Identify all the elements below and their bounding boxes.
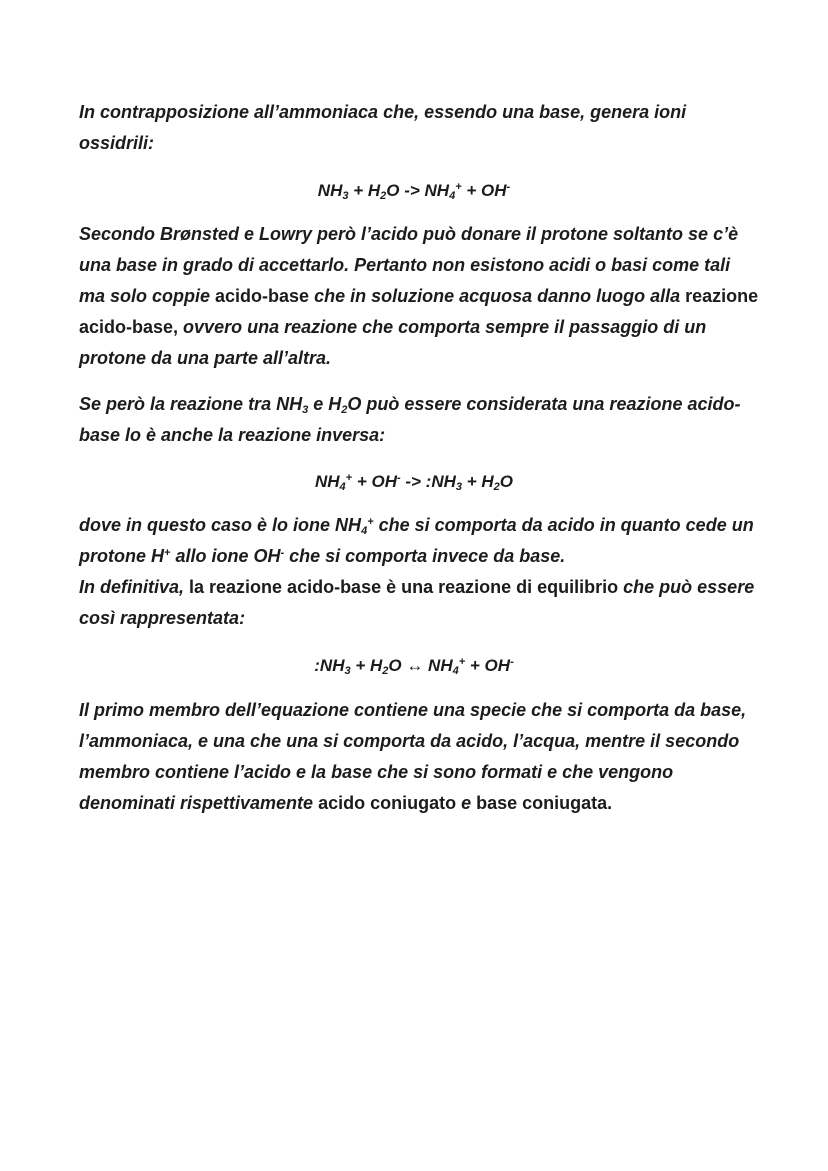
equation-equilibrium bbox=[79, 650, 749, 681]
subscript: 4 bbox=[452, 665, 459, 677]
equation-ammonia-water bbox=[79, 175, 749, 206]
paragraph-bronsted-lowry bbox=[79, 219, 759, 374]
eq-text: + H bbox=[348, 181, 381, 200]
superscript: + bbox=[345, 472, 353, 484]
text: In definitiva, bbox=[79, 577, 190, 597]
emphasis: acido-base bbox=[215, 286, 310, 306]
paragraph-conjugates bbox=[79, 695, 759, 819]
subscript: 2 bbox=[380, 190, 387, 202]
subscript: 3 bbox=[342, 190, 349, 202]
paragraph-ammonium bbox=[79, 510, 759, 634]
subscript: 3 bbox=[302, 404, 309, 416]
superscript: - bbox=[506, 181, 511, 193]
subscript: 2 bbox=[493, 481, 500, 493]
subscript: 4 bbox=[339, 481, 346, 493]
emphasis: la reazione acido-base è una reazione di equilibrio bbox=[189, 577, 619, 597]
subscript: 3 bbox=[344, 665, 351, 677]
text: che si comporta invece da base. bbox=[284, 546, 566, 566]
superscript: + bbox=[458, 656, 466, 668]
paragraph-intro bbox=[79, 97, 759, 159]
superscript: - bbox=[396, 472, 401, 484]
eq-text: NH bbox=[317, 181, 343, 200]
text: ovvero una reazione che comporta sempre il passaggio di un protone da una parte all’altra. bbox=[79, 317, 707, 368]
emphasis: acido coniugato bbox=[318, 793, 457, 813]
text: dove in questo caso è lo ione NH bbox=[79, 515, 362, 535]
emphasis: base coniugata. bbox=[476, 793, 613, 813]
eq-text: O bbox=[499, 472, 514, 491]
text: O può essere considerata una reazione acido-base lo è anche la reazione inversa: bbox=[79, 394, 741, 445]
superscript: - bbox=[510, 656, 514, 668]
eq-text: -> :NH bbox=[400, 472, 456, 491]
text: che si comporta da acido in quanto cede un protone H bbox=[79, 515, 754, 566]
eq-text: NH bbox=[314, 472, 340, 491]
text: Se però la reazione tra NH bbox=[79, 394, 303, 414]
text: e H bbox=[308, 394, 342, 414]
superscript: - bbox=[280, 547, 285, 559]
text: Secondo Brønsted e Lowry però l’acido può donare il protone soltanto se c’è una base in grado di accettarlo. Pertanto non esistono acidi o basi come tali ma solo coppie bbox=[79, 224, 739, 306]
eq-text: + H bbox=[350, 656, 383, 675]
eq-text: + OH bbox=[461, 181, 507, 200]
text: Il primo membro dell’equazione contiene una specie che si comporta da base, l’ammoniaca, e una che una si comporta da acido, l’acqua, mentre il secondo membro contiene l’acido e la base che si sono formati e che vengono denominati rispettivamente bbox=[79, 700, 747, 813]
emphasis: reazione acido-base, bbox=[79, 286, 759, 337]
eq-text: O ↔ NH bbox=[388, 656, 453, 675]
superscript: + bbox=[367, 516, 374, 528]
text: e bbox=[456, 793, 477, 813]
text: allo ione OH bbox=[170, 546, 281, 566]
text: che può essere così rappresentata: bbox=[79, 577, 755, 628]
eq-text: :NH bbox=[314, 656, 345, 675]
subscript: 2 bbox=[341, 404, 348, 416]
equation-inverse bbox=[79, 466, 749, 497]
subscript: 4 bbox=[449, 190, 456, 202]
subscript: 3 bbox=[455, 481, 463, 493]
eq-text: + H bbox=[462, 472, 494, 491]
eq-text: + OH bbox=[352, 472, 397, 491]
subscript: 4 bbox=[361, 525, 368, 537]
paragraph-inverse bbox=[79, 389, 759, 451]
eq-text: + OH bbox=[465, 656, 511, 675]
subscript: 2 bbox=[382, 665, 389, 677]
text: In contrapposizione all’ammoniaca che, essendo una base, genera ioni ossidrili: bbox=[79, 102, 687, 153]
superscript: + bbox=[455, 181, 462, 193]
text: che in soluzione acquosa danno luogo alla bbox=[309, 286, 686, 306]
eq-text: O -> NH bbox=[386, 181, 450, 200]
superscript: + bbox=[164, 547, 171, 559]
